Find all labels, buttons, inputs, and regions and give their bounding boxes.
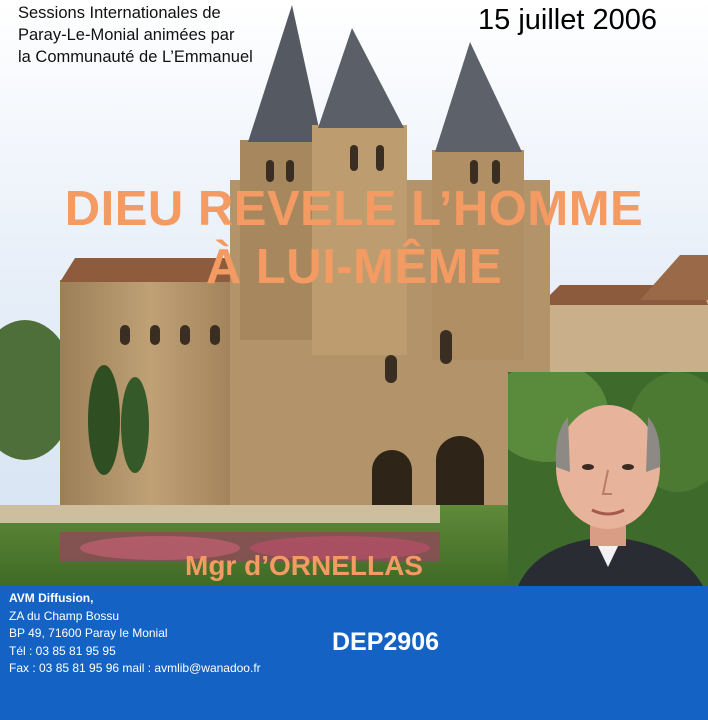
session-line: la Communauté de L’Emmanuel [18,48,253,66]
catalog-code: DEP2906 [332,628,440,656]
album-title [0,180,708,296]
address-line: ZA du Champ Bossu [9,608,120,623]
address-line: Fax : 03 85 81 95 96 mail : avmlib@wanadoo.fr [9,661,261,675]
session-line: Sessions Internationales de [18,4,221,22]
footer-band [0,586,708,720]
session-description [18,2,338,68]
session-date: 15 juillet 2006 [478,4,657,36]
publisher-address [9,590,261,678]
address-line: Tél : 03 85 81 95 95 [9,643,116,658]
speaker-portrait [508,372,708,586]
publisher-name: AVM Diffusion, [9,591,94,605]
session-line: Paray-Le-Monial animées par [18,26,235,44]
title-line-1: DIEU REVELE L’HOMME [64,182,644,236]
title-line-2: À LUI-MÊME [205,240,503,294]
speaker-name: Mgr d’ORNELLAS [185,550,423,581]
address-line: BP 49, 71600 Paray le Monial [9,626,168,640]
